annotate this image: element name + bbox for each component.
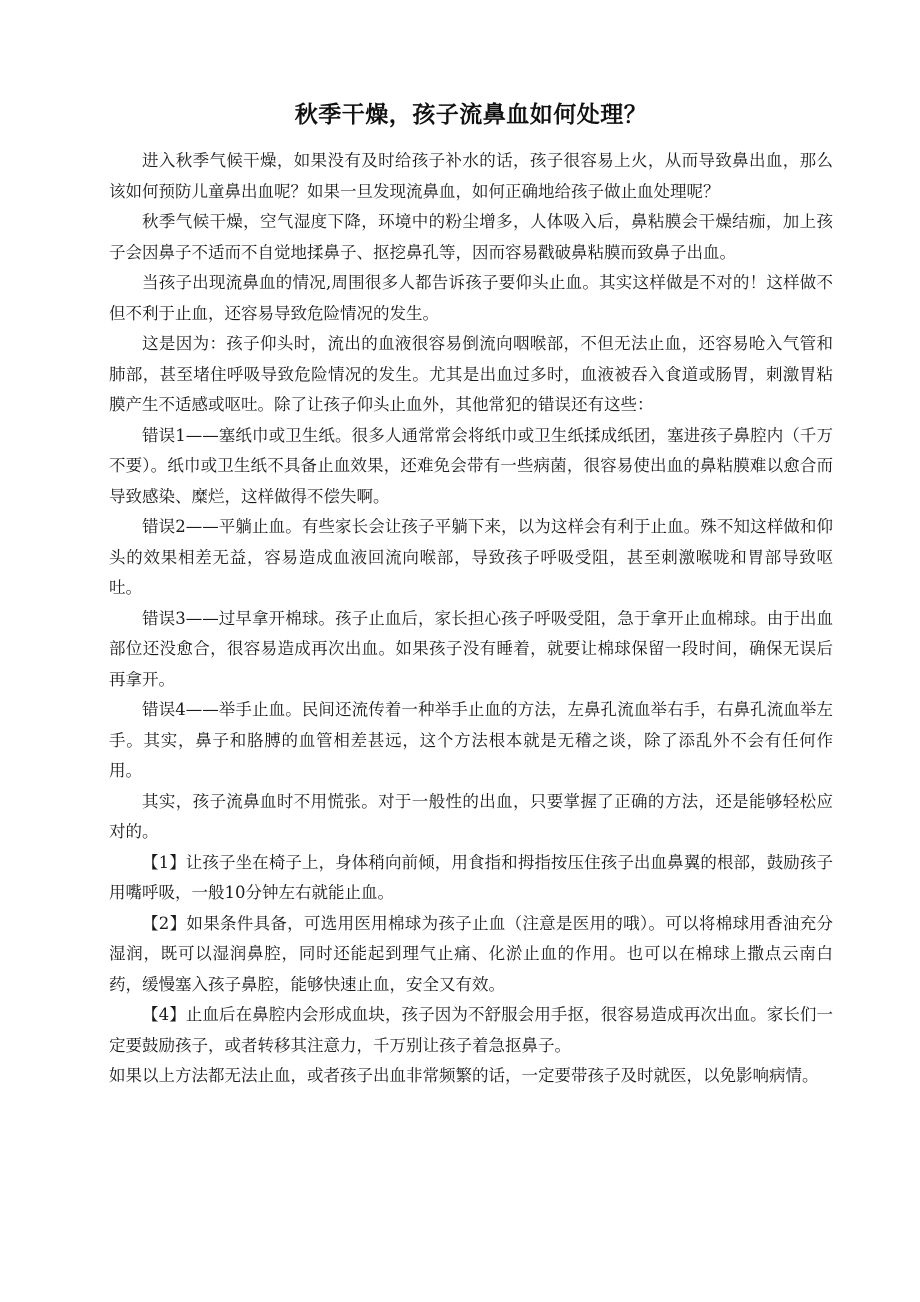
paragraph-step-2: 【2】如果条件具备，可选用医用棉球为孩子止血（注意是医用的哦）。可以将棉球用香油充分湿润，既可以湿润鼻腔，同时还能起到理气止痛、化淤止血的作用。也可以在棉球上撒点云南白药，缓慢塞入孩子鼻腔，能够快速止血，安全又有效。 — [109, 913, 833, 994]
paragraph-intro: 进入秋季气候干燥，如果没有及时给孩子补水的话，孩子很容易上火，从而导致鼻出血，那么该如何预防儿童鼻出血呢？如果一旦发现流鼻血，如何正确地给孩子做止血处理呢？ — [109, 151, 833, 201]
paragraph-mistake-3: 错误3——过早拿开棉球。孩子止血后，家长担心孩子呼吸受阻，急于拿开止血棉球。由于出血部位还没愈合，很容易造成再次出血。如果孩子没有睡着，就要让棉球保留一段时间，确保无误后再拿开。 — [109, 608, 833, 689]
paragraph-reason: 这是因为：孩子仰头时，流出的血液很容易倒流向咽喉部，不但无法止血，还容易呛入气管和肺部，甚至堵住呼吸导致危险情况的发生。尤其是出血过多时，血液被吞入食道或肠胃，刺激胃粘膜产生不适感或呕吐。除了让孩子仰头止血外，其他常犯的错误还有这些： — [109, 334, 833, 414]
paragraph-mistake-2: 错误2——平躺止血。有些家长会让孩子平躺下来，以为这样会有利于止血。殊不知这样做和仰头的效果相差无益，容易造成血液回流向喉部，导致孩子呼吸受阻，甚至刺激喉咙和胃部导致呕吐。 — [109, 517, 833, 597]
paragraph-step-4: 【4】止血后在鼻腔内会形成血块，孩子因为不舒服会用手抠，很容易造成再次出血。家长们一定要鼓励孩子，或者转移其注意力，千万别让孩子着急抠鼻子。 — [109, 1005, 833, 1055]
paragraph-mistake-1: 错误1——塞纸巾或卫生纸。很多人通常常会将纸巾或卫生纸揉成纸团，塞进孩子鼻腔内（千万不要）。纸巾或卫生纸不具备止血效果，还难免会带有一些病菌，很容易使出血的鼻粘膜难以愈合而导致感染、糜烂，这样做得不偿失啊。 — [109, 425, 833, 506]
paragraph-cause: 秋季气候干燥，空气湿度下降，环境中的粉尘增多，人体吸入后，鼻粘膜会干燥结痂，加上孩子会因鼻子不适而不自觉地揉鼻子、抠挖鼻孔等，因而容易戳破鼻粘膜而致鼻子出血。 — [109, 212, 833, 262]
paragraph-reassurance: 其实，孩子流鼻血时不用慌张。对于一般性的出血，只要掌握了正确的方法，还是能够轻松应对的。 — [109, 791, 833, 841]
paragraph-conclusion: 如果以上方法都无法止血，或者孩子出血非常频繁的话，一定要带孩子及时就医，以免影响病情。 — [109, 1066, 819, 1085]
document-body — [109, 146, 833, 1092]
paragraph-misconception: 当孩子出现流鼻血的情况,周围很多人都告诉孩子要仰头止血。其实这样做是不对的！这样做不但不利于止血，还容易导致危险情况的发生。 — [109, 273, 833, 323]
paragraph-step-1: 【1】让孩子坐在椅子上，身体稍向前倾，用食指和拇指按压住孩子出血鼻翼的根部，鼓励孩子用嘴呼吸，一般10分钟左右就能止血。 — [109, 852, 833, 902]
document-title: 秋季干燥，孩子流鼻血如何处理？ — [294, 102, 648, 128]
paragraph-mistake-4: 错误4——举手止血。民间还流传着一种举手止血的方法，左鼻孔流血举右手，右鼻孔流血举左手。其实，鼻子和胳膊的血管相差甚远，这个方法根本就是无稽之谈，除了添乱外不会有任何作用。 — [109, 700, 833, 780]
document-page — [109, 0, 833, 1092]
